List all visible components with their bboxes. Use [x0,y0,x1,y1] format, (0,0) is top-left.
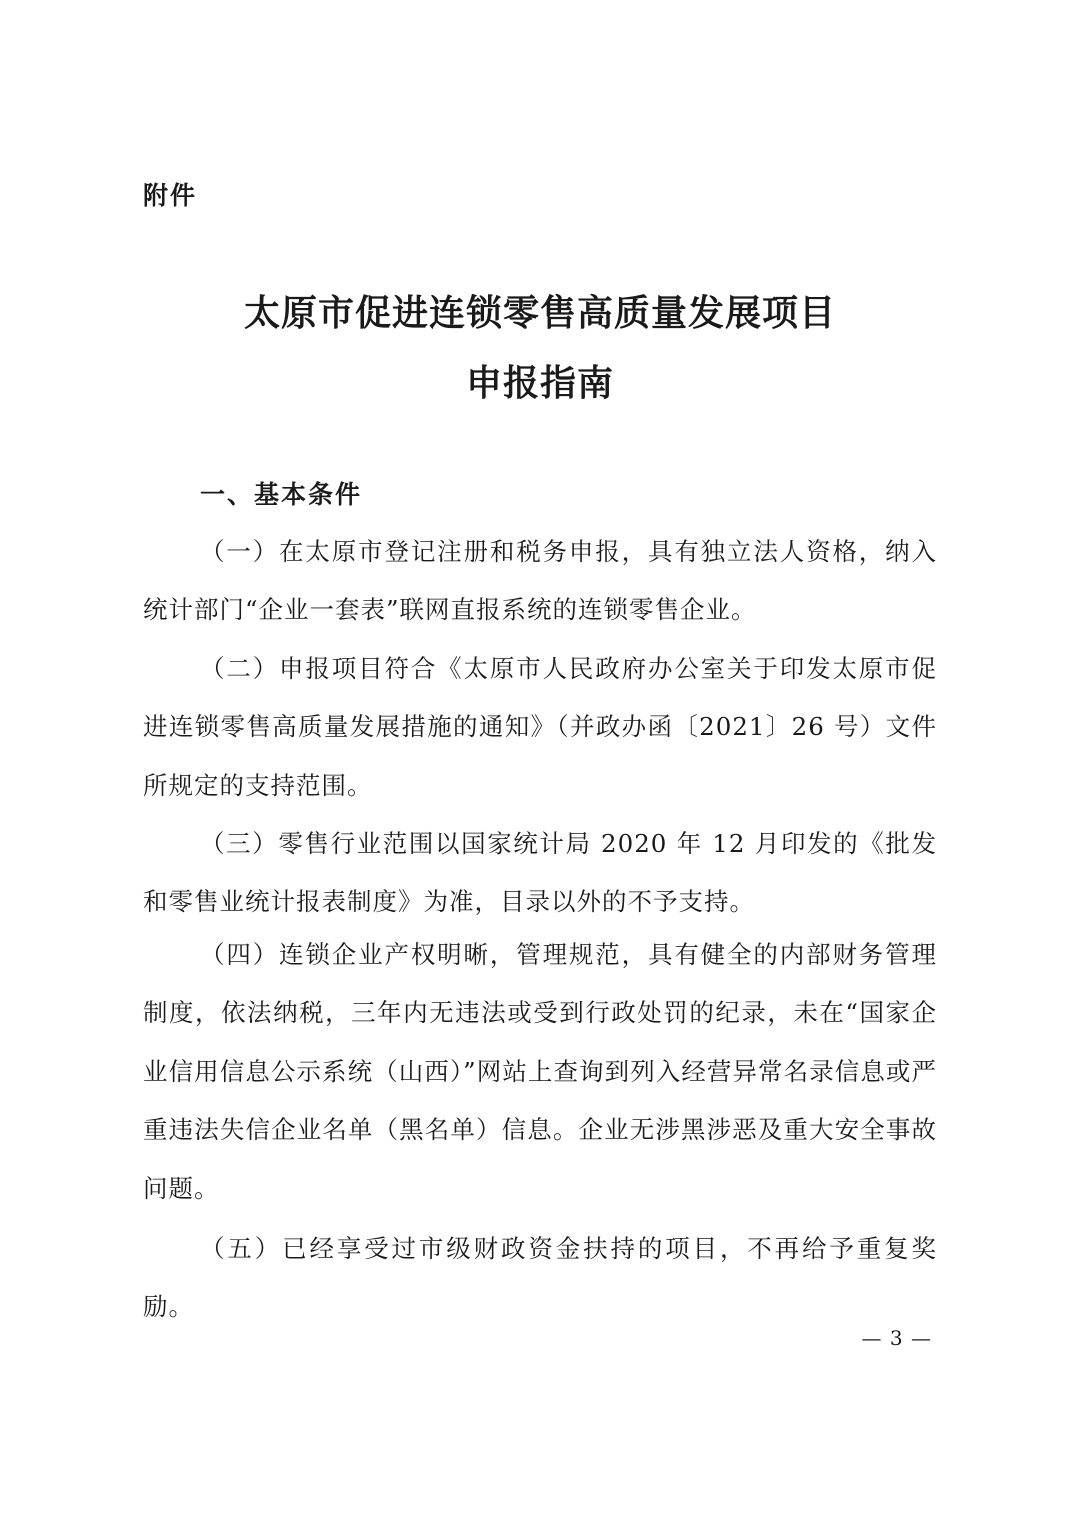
paragraph-condition-3: （三）零售行业范围以国家统计局 2020 年 12 月印发的《批发和零售业统计报表制度》为准，目录以外的不予支持。 [143,829,937,917]
page-number: — 3 — [861,1326,932,1350]
paragraph-condition-2: （二）申报项目符合《太原市人民政府办公室关于印发太原市促进连锁零售高质量发展措施的通知》（并政办函〔2021〕26 号）文件所规定的支持范围。 [143,654,937,800]
section-heading-basic-conditions: 一、基本条件 [200,480,363,509]
document-title-line-1: 太原市促进连锁零售高质量发展项目 [243,292,836,334]
document-title-line-2: 申报指南 [465,362,614,404]
paragraph-condition-4: （四）连锁企业产权明晰，管理规范，具有健全的内部财务管理制度，依法纳税，三年内无违法或受到行政处罚的纪录，未在“国家企业信用信息公示系统（山西）”网站上查询到列入经营异常名录信息或严重违法失信企业名单（黑名单）信息。企业无涉黑涉恶及重大安全事故问题。 [143,940,937,1203]
attachment-label: 附件 [143,181,198,210]
paragraph-condition-1: （一）在太原市登记注册和税务申报，具有独立法人资格，纳入统计部门“企业一套表”联网直报系统的连锁零售企业。 [143,537,937,625]
paragraph-condition-5: （五）已经享受过市级财政资金扶持的项目，不再给予重复奖励。 [143,1234,937,1322]
